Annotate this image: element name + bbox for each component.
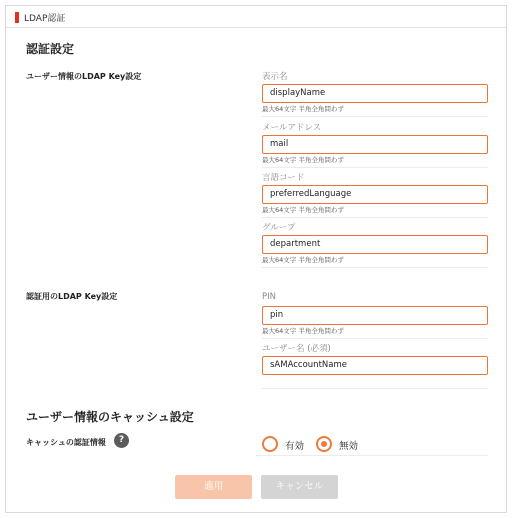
divider: [262, 217, 488, 218]
display-name-hint: 最大64文字 半角全角問わず: [262, 105, 344, 113]
mail-input[interactable]: mail: [262, 135, 488, 154]
display-name-field-group: [262, 70, 488, 117]
header-accent-mark: [15, 12, 19, 23]
panel-header: [6, 6, 506, 28]
auth-ldap-key-label: 認証用のLDAP Key設定: [26, 292, 118, 301]
group-label: グループ: [262, 223, 296, 233]
user-info-ldap-key-label: ユーザー情報のLDAP Key設定: [26, 72, 142, 81]
group-field-group: [262, 221, 488, 268]
language-code-label: 言語コード: [262, 173, 305, 183]
display-name-input[interactable]: displayName: [262, 84, 488, 103]
cache-auth-info-label: キャッシュの認証情報: [26, 438, 106, 447]
group-hint: 最大64文字 半角全角問わず: [262, 256, 344, 264]
group-input[interactable]: department: [262, 235, 488, 254]
mail-hint: 最大64文字 半角全角問わず: [262, 156, 344, 164]
divider: [262, 338, 488, 339]
language-code-input[interactable]: preferredLanguage: [262, 185, 488, 204]
cache-disabled-radio[interactable]: [316, 436, 332, 452]
auth-settings-title: 認証設定: [26, 42, 75, 56]
panel-title: LDAP認証: [24, 14, 66, 24]
mail-label: メールアドレス: [262, 123, 322, 133]
language-code-field-group: [262, 171, 488, 218]
username-field-group: [262, 342, 488, 389]
divider: [262, 167, 488, 168]
language-code-hint: 最大64文字 半角全角問わず: [262, 206, 344, 214]
pin-hint: 最大64文字 半角全角問わず: [262, 327, 344, 335]
username-hint: [262, 376, 488, 385]
pin-input[interactable]: pin: [262, 306, 488, 325]
divider: [262, 388, 488, 389]
pin-label: PIN: [262, 292, 276, 302]
cache-enabled-label[interactable]: 有効: [285, 441, 305, 452]
divider: [262, 267, 488, 268]
username-input[interactable]: sAMAccountName: [262, 356, 488, 375]
cache-disabled-label[interactable]: 無効: [339, 441, 359, 452]
cache-enabled-radio[interactable]: [262, 436, 278, 452]
display-name-label: 表示名: [262, 72, 288, 82]
cancel-button[interactable]: キャンセル: [261, 475, 338, 499]
apply-button[interactable]: 適用: [175, 475, 252, 499]
mail-field-group: [262, 121, 488, 168]
divider: [256, 455, 488, 456]
help-icon[interactable]: ?: [114, 433, 129, 448]
cache-settings-title: ユーザー情報のキャッシュ設定: [26, 410, 194, 424]
pin-field-group: [262, 292, 488, 339]
divider: [262, 116, 488, 117]
username-label: ユーザー名 (必須): [262, 344, 331, 354]
